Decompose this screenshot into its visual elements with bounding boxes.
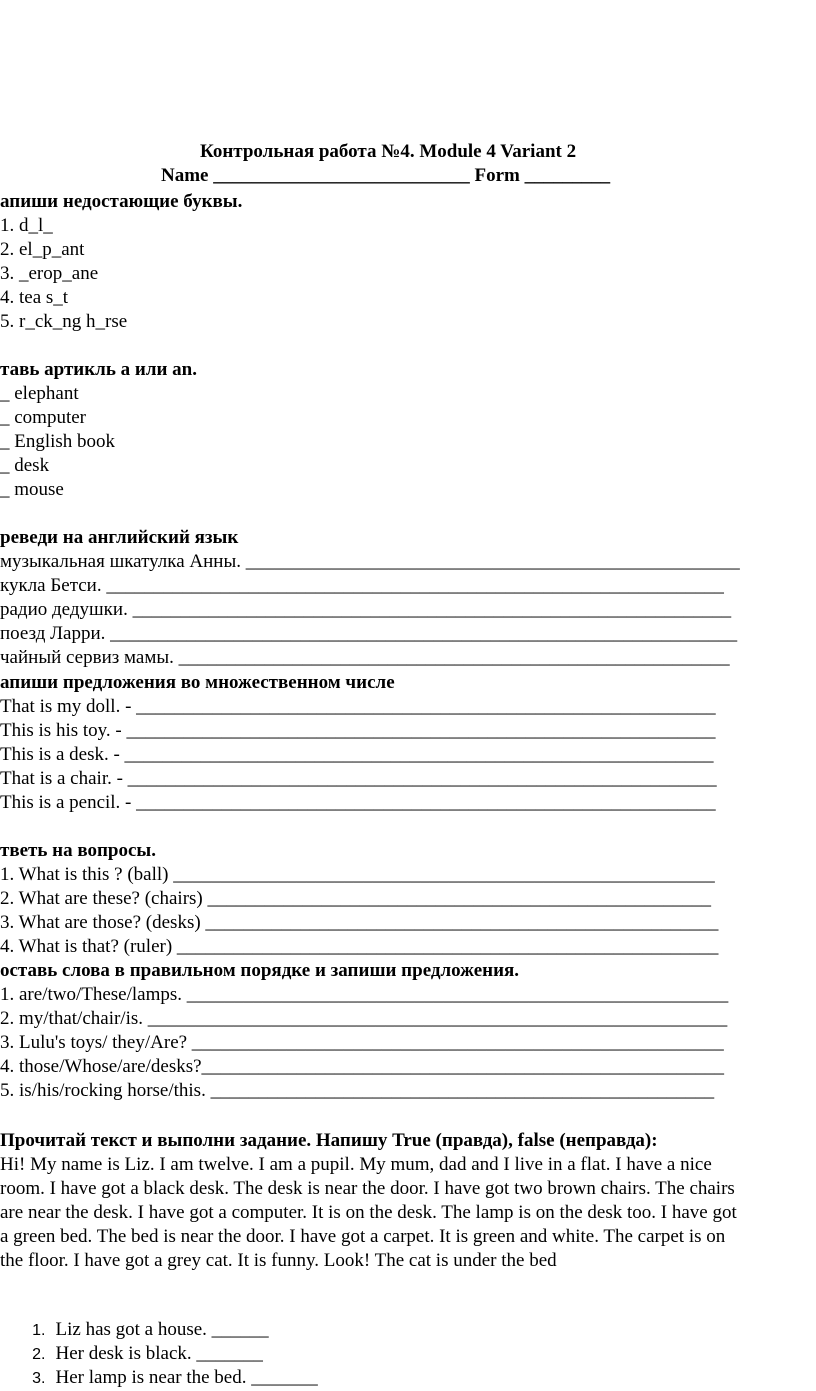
task7-heading: Прочитай текст и выполни задание. Напишу True (правда), false (неправда): [0,1130,658,1151]
name-form-line: Name ___________________________ Form _________ [161,165,611,186]
task1-item: 2. el_p_ant [0,239,85,260]
task2-item: _ English book [0,431,116,452]
task1-item: 3. _erop_ane [0,263,99,284]
task6-item: 3. Lulu's toys/ they/Are? ________________________________________________________ [0,1032,724,1053]
question-text: Liz has got a house. ______ [55,1319,269,1340]
task6-item: 1. are/two/These/lamps. _________________________________________________________ [0,984,729,1005]
task5-item: 4. What is that? (ruler) _________________________________________________________ [0,936,719,957]
question-text: Her desk is black. _______ [55,1343,263,1364]
task5-heading: тветь на вопросы. [0,840,157,861]
task5-item: 3. What are those? (desks) ______________________________________________________ [0,912,719,933]
task4-item: This is a pencil. - _____________________________________________________________ [0,792,716,813]
reading-text-line: the floor. I have got a grey cat. It is funny. Look! The cat is under the bed [0,1250,557,1271]
task6-item: 4. those/Whose/are/desks?_______________________________________________________ [0,1056,725,1077]
task3-item: кукла Бетси. _________________________________________________________________ [0,575,724,596]
task1-item: 1. d_l_ [0,215,53,236]
question-number: 3. [32,1370,46,1387]
reading-text-line: are near the desk. I have got a computer. It is on the desk. The lamp is on the desk too. I have got [0,1202,737,1223]
task2-item: _ desk [0,455,50,476]
task4-heading: апиши предложения во множественном числе [0,672,395,693]
page-title: Контрольная работа №4. Module 4 Variant 2 [200,141,577,162]
task3-heading: реведи на английский язык [0,527,239,548]
task1-item: 5. r_ck_ng h_rse [0,311,128,332]
reading-text-line: Hi! My name is Liz. I am twelve. I am a pupil. My mum, dad and I live in a flat. I have a nice [0,1154,712,1175]
task6-item: 5. is/his/rocking horse/this. _____________________________________________________ [0,1080,715,1101]
task2-item: _ mouse [0,479,64,500]
task3-item: поезд Ларри. __________________________________________________________________ [0,623,738,644]
task4-item: This is a desk. - ______________________________________________________________ [0,744,714,765]
task3-item: музыкальная шкатулка Анны. ____________________________________________________ [0,551,740,572]
question-number: 2. [32,1346,46,1363]
task3-item: радио дедушки. _______________________________________________________________ [0,599,732,620]
task4-item: This is his toy. - ______________________________________________________________ [0,720,716,741]
task2-item: _ elephant [0,383,79,404]
reading-text-line: room. I have got a black desk. The desk is near the door. I have got two brown chairs. The chairs [0,1178,735,1199]
task3-item: чайный сервиз мамы. __________________________________________________________ [0,647,730,668]
task5-item: 2. What are these? (chairs) _____________________________________________________ [0,888,711,909]
task1-item: 4. tea s_t [0,287,69,308]
task6-heading: оставь слова в правильном порядке и запиши предложения. [0,960,520,981]
question-text: Her lamp is near the bed. _______ [55,1367,318,1388]
task2-heading: тавь артикль a или an. [0,359,197,380]
task1-heading: апиши недостающие буквы. [0,191,243,212]
task2-item: _ computer [0,407,87,428]
task6-item: 2. my/that/chair/is. _____________________________________________________________ [0,1008,728,1029]
reading-text-line: a green bed. The bed is near the door. I have got a carpet. It is green and white. The carpet is on [0,1226,726,1247]
question-number: 1. [32,1322,46,1339]
task4-item: That is my doll. - _____________________________________________________________ [0,696,716,717]
task4-item: That is a chair. - ______________________________________________________________ [0,768,717,789]
task5-item: 1. What is this ? (ball) _________________________________________________________ [0,864,715,885]
